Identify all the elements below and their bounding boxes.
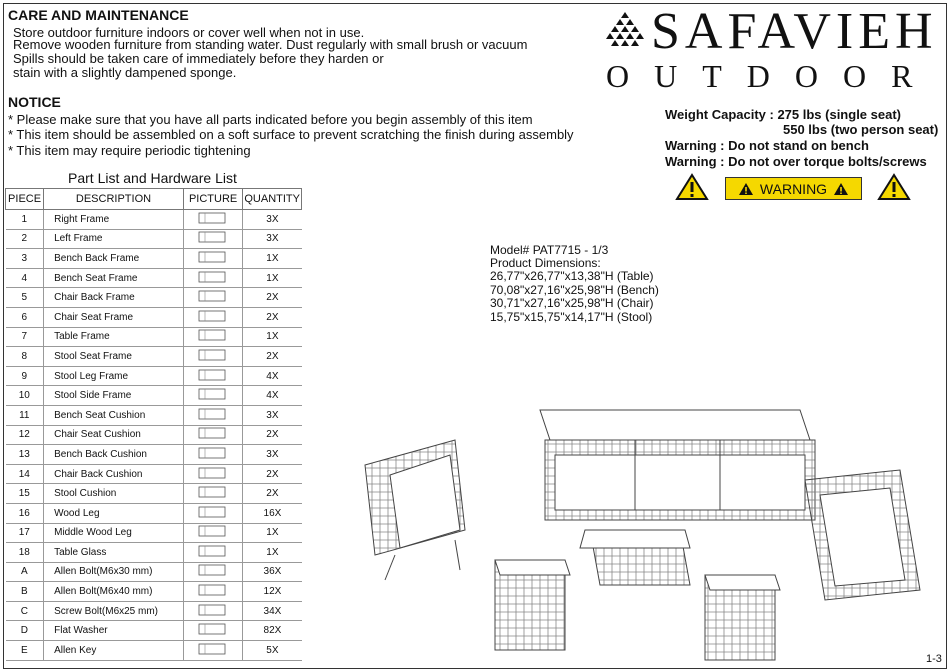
col-header: QUANTITY bbox=[243, 189, 302, 210]
picture-cell bbox=[183, 288, 242, 308]
table-row bbox=[6, 249, 302, 269]
quantity-cell: 82X bbox=[243, 621, 302, 641]
quantity-cell: 1X bbox=[243, 249, 302, 269]
table-row bbox=[6, 307, 302, 327]
piece-cell: 4 bbox=[6, 268, 44, 288]
weight-capacity: Weight Capacity : 275 lbs (single seat) bbox=[665, 107, 901, 122]
parts-table bbox=[5, 188, 302, 661]
picture-cell bbox=[183, 386, 242, 406]
care-line: Store outdoor furniture indoors or cover well when not in use. bbox=[13, 25, 365, 40]
description-cell: Middle Wood Leg bbox=[44, 523, 184, 543]
picture-cell bbox=[183, 641, 242, 661]
piece-cell: 13 bbox=[6, 445, 44, 465]
quantity-cell: 4X bbox=[243, 386, 302, 406]
part-thumbnail-icon bbox=[193, 230, 233, 244]
picture-cell bbox=[183, 601, 242, 621]
part-thumbnail-icon bbox=[193, 309, 233, 323]
warning-banner bbox=[725, 177, 862, 200]
table-row bbox=[6, 601, 302, 621]
piece-cell: 15 bbox=[6, 484, 44, 504]
description-cell: Bench Seat Cushion bbox=[44, 405, 184, 425]
quantity-cell: 1X bbox=[243, 543, 302, 563]
picture-cell bbox=[183, 249, 242, 269]
piece-cell: E bbox=[6, 641, 44, 661]
brand-name: SAFAVIEH bbox=[651, 3, 938, 60]
part-thumbnail-icon bbox=[193, 603, 233, 617]
table-row bbox=[6, 484, 302, 504]
quantity-cell: 34X bbox=[243, 601, 302, 621]
table-row bbox=[6, 445, 302, 465]
table-row bbox=[6, 366, 302, 386]
table-row bbox=[6, 621, 302, 641]
picture-cell bbox=[183, 582, 242, 602]
picture-cell bbox=[183, 210, 242, 230]
warning-label: WARNING bbox=[759, 180, 828, 197]
dimensions-label: Product Dimensions: bbox=[490, 256, 601, 270]
page-number: 1-3 bbox=[926, 653, 942, 665]
description-cell: Flat Washer bbox=[44, 621, 184, 641]
part-thumbnail-icon bbox=[193, 426, 233, 440]
table-row bbox=[6, 229, 302, 249]
description-cell: Chair Back Cushion bbox=[44, 464, 184, 484]
description-cell: Allen Bolt(M6x40 mm) bbox=[44, 582, 184, 602]
description-cell: Wood Leg bbox=[44, 503, 184, 523]
picture-cell bbox=[183, 366, 242, 386]
table-row bbox=[6, 503, 302, 523]
description-cell: Chair Seat Cushion bbox=[44, 425, 184, 445]
part-thumbnail-icon bbox=[193, 563, 233, 577]
description-cell: Chair Seat Frame bbox=[44, 307, 184, 327]
picture-cell bbox=[183, 405, 242, 425]
picture-cell bbox=[183, 543, 242, 563]
care-line: Spills should be taken care of immediately before they harden or bbox=[13, 51, 384, 66]
part-thumbnail-icon bbox=[193, 466, 233, 480]
picture-cell bbox=[183, 347, 242, 367]
quantity-cell: 2X bbox=[243, 464, 302, 484]
table-row bbox=[6, 288, 302, 308]
part-thumbnail-icon bbox=[193, 250, 233, 264]
furniture-illustration bbox=[360, 400, 940, 665]
description-cell: Allen Bolt(M6x30 mm) bbox=[44, 562, 184, 582]
quantity-cell: 36X bbox=[243, 562, 302, 582]
description-cell: Stool Side Frame bbox=[44, 386, 184, 406]
quantity-cell: 2X bbox=[243, 347, 302, 367]
table-row bbox=[6, 386, 302, 406]
notice-line: * This item may require periodic tightening bbox=[8, 143, 251, 158]
notice-line: * Please make sure that you have all parts indicated before you begin assembly of this item bbox=[8, 112, 533, 127]
piece-cell: D bbox=[6, 621, 44, 641]
piece-cell: 16 bbox=[6, 503, 44, 523]
warning-triangle-icon bbox=[877, 173, 911, 201]
part-thumbnail-icon bbox=[193, 642, 233, 656]
piece-cell: 7 bbox=[6, 327, 44, 347]
description-cell: Stool Leg Frame bbox=[44, 366, 184, 386]
description-cell: Right Frame bbox=[44, 210, 184, 230]
piece-cell: B bbox=[6, 582, 44, 602]
picture-cell bbox=[183, 425, 242, 445]
care-line: Remove wooden furniture from standing water. Dust regularly with small brush or vacuum bbox=[13, 37, 528, 52]
picture-cell bbox=[183, 307, 242, 327]
dimension-table: 26,77"x26,77"x13,38"H (Table) bbox=[490, 269, 654, 283]
piece-cell: 14 bbox=[6, 464, 44, 484]
part-thumbnail-icon bbox=[193, 407, 233, 421]
quantity-cell: 3X bbox=[243, 445, 302, 465]
piece-cell: 2 bbox=[6, 229, 44, 249]
parts-title: Part List and Hardware List bbox=[68, 170, 237, 186]
notice-title: NOTICE bbox=[8, 94, 61, 110]
part-thumbnail-icon bbox=[193, 289, 233, 303]
piece-cell: A bbox=[6, 562, 44, 582]
quantity-cell: 1X bbox=[243, 268, 302, 288]
table-row bbox=[6, 562, 302, 582]
piece-cell: 6 bbox=[6, 307, 44, 327]
description-cell: Table Glass bbox=[44, 543, 184, 563]
piece-cell: 17 bbox=[6, 523, 44, 543]
piece-cell: 10 bbox=[6, 386, 44, 406]
table-row bbox=[6, 210, 302, 230]
care-title: CARE AND MAINTENANCE bbox=[8, 7, 189, 23]
table-row bbox=[6, 543, 302, 563]
model-number: Model# PAT7715 - 1/3 bbox=[490, 243, 609, 257]
quantity-cell: 3X bbox=[243, 210, 302, 230]
table-row bbox=[6, 523, 302, 543]
description-cell: Table Frame bbox=[44, 327, 184, 347]
col-header: DESCRIPTION bbox=[44, 189, 184, 210]
warning-stand: Warning : Do not stand on bench bbox=[665, 138, 869, 153]
brand-subtitle: OUTDOOR bbox=[606, 58, 938, 94]
picture-cell bbox=[183, 445, 242, 465]
quantity-cell: 2X bbox=[243, 288, 302, 308]
table-row bbox=[6, 464, 302, 484]
description-cell: Screw Bolt(M6x25 mm) bbox=[44, 601, 184, 621]
description-cell: Chair Back Frame bbox=[44, 288, 184, 308]
part-thumbnail-icon bbox=[193, 622, 233, 636]
picture-cell bbox=[183, 229, 242, 249]
picture-cell bbox=[183, 327, 242, 347]
piece-cell: 5 bbox=[6, 288, 44, 308]
dimension-bench: 70,08"x27,16"x25,98"H (Bench) bbox=[490, 283, 659, 297]
care-line: stain with a slightly dampened sponge. bbox=[13, 65, 237, 80]
piece-cell: 18 bbox=[6, 543, 44, 563]
col-header: PICTURE bbox=[183, 189, 242, 210]
picture-cell bbox=[183, 562, 242, 582]
piece-cell: 1 bbox=[6, 210, 44, 230]
part-thumbnail-icon bbox=[193, 485, 233, 499]
description-cell: Bench Back Frame bbox=[44, 249, 184, 269]
description-cell: Stool Seat Frame bbox=[44, 347, 184, 367]
picture-cell bbox=[183, 268, 242, 288]
piece-cell: C bbox=[6, 601, 44, 621]
quantity-cell: 3X bbox=[243, 229, 302, 249]
weight-capacity-two: 550 lbs (two person seat) bbox=[783, 122, 939, 137]
picture-cell bbox=[183, 464, 242, 484]
part-thumbnail-icon bbox=[193, 583, 233, 597]
table-row bbox=[6, 582, 302, 602]
picture-cell bbox=[183, 484, 242, 504]
piece-cell: 9 bbox=[6, 366, 44, 386]
dimension-chair: 30,71"x27,16"x25,98"H (Chair) bbox=[490, 296, 654, 310]
part-thumbnail-icon bbox=[193, 446, 233, 460]
piece-cell: 12 bbox=[6, 425, 44, 445]
piece-cell: 8 bbox=[6, 347, 44, 367]
part-thumbnail-icon bbox=[193, 270, 233, 284]
part-thumbnail-icon bbox=[193, 368, 233, 382]
quantity-cell: 16X bbox=[243, 503, 302, 523]
part-thumbnail-icon bbox=[193, 211, 233, 225]
description-cell: Bench Seat Frame bbox=[44, 268, 184, 288]
description-cell: Stool Cushion bbox=[44, 484, 184, 504]
quantity-cell: 1X bbox=[243, 523, 302, 543]
table-row bbox=[6, 405, 302, 425]
description-cell: Left Frame bbox=[44, 229, 184, 249]
quantity-cell: 12X bbox=[243, 582, 302, 602]
part-thumbnail-icon bbox=[193, 387, 233, 401]
part-thumbnail-icon bbox=[193, 328, 233, 342]
piece-cell: 11 bbox=[6, 405, 44, 425]
description-cell: Allen Key bbox=[44, 641, 184, 661]
quantity-cell: 2X bbox=[243, 425, 302, 445]
quantity-cell: 1X bbox=[243, 327, 302, 347]
part-thumbnail-icon bbox=[193, 348, 233, 362]
warning-triangle-icon bbox=[675, 173, 709, 201]
dimension-stool: 15,75"x15,75"x14,17"H (Stool) bbox=[490, 310, 653, 324]
quantity-cell: 2X bbox=[243, 307, 302, 327]
notice-line: * This item should be assembled on a soft surface to prevent scratching the finish during assembly bbox=[8, 127, 574, 142]
col-header: PIECE bbox=[6, 189, 44, 210]
warning-triangle-icon bbox=[738, 182, 754, 196]
quantity-cell: 2X bbox=[243, 484, 302, 504]
piece-cell: 3 bbox=[6, 249, 44, 269]
warning-triangle-icon bbox=[833, 182, 849, 196]
part-thumbnail-icon bbox=[193, 524, 233, 538]
warning-torque: Warning : Do not over torque bolts/screws bbox=[665, 154, 927, 169]
picture-cell bbox=[183, 503, 242, 523]
quantity-cell: 5X bbox=[243, 641, 302, 661]
table-row bbox=[6, 425, 302, 445]
quantity-cell: 3X bbox=[243, 405, 302, 425]
part-thumbnail-icon bbox=[193, 505, 233, 519]
quantity-cell: 4X bbox=[243, 366, 302, 386]
table-row bbox=[6, 268, 302, 288]
picture-cell bbox=[183, 621, 242, 641]
part-thumbnail-icon bbox=[193, 544, 233, 558]
picture-cell bbox=[183, 523, 242, 543]
table-row bbox=[6, 641, 302, 661]
table-row bbox=[6, 347, 302, 367]
table-row bbox=[6, 327, 302, 347]
brand-logo-icon bbox=[606, 12, 644, 54]
description-cell: Bench Back Cushion bbox=[44, 445, 184, 465]
